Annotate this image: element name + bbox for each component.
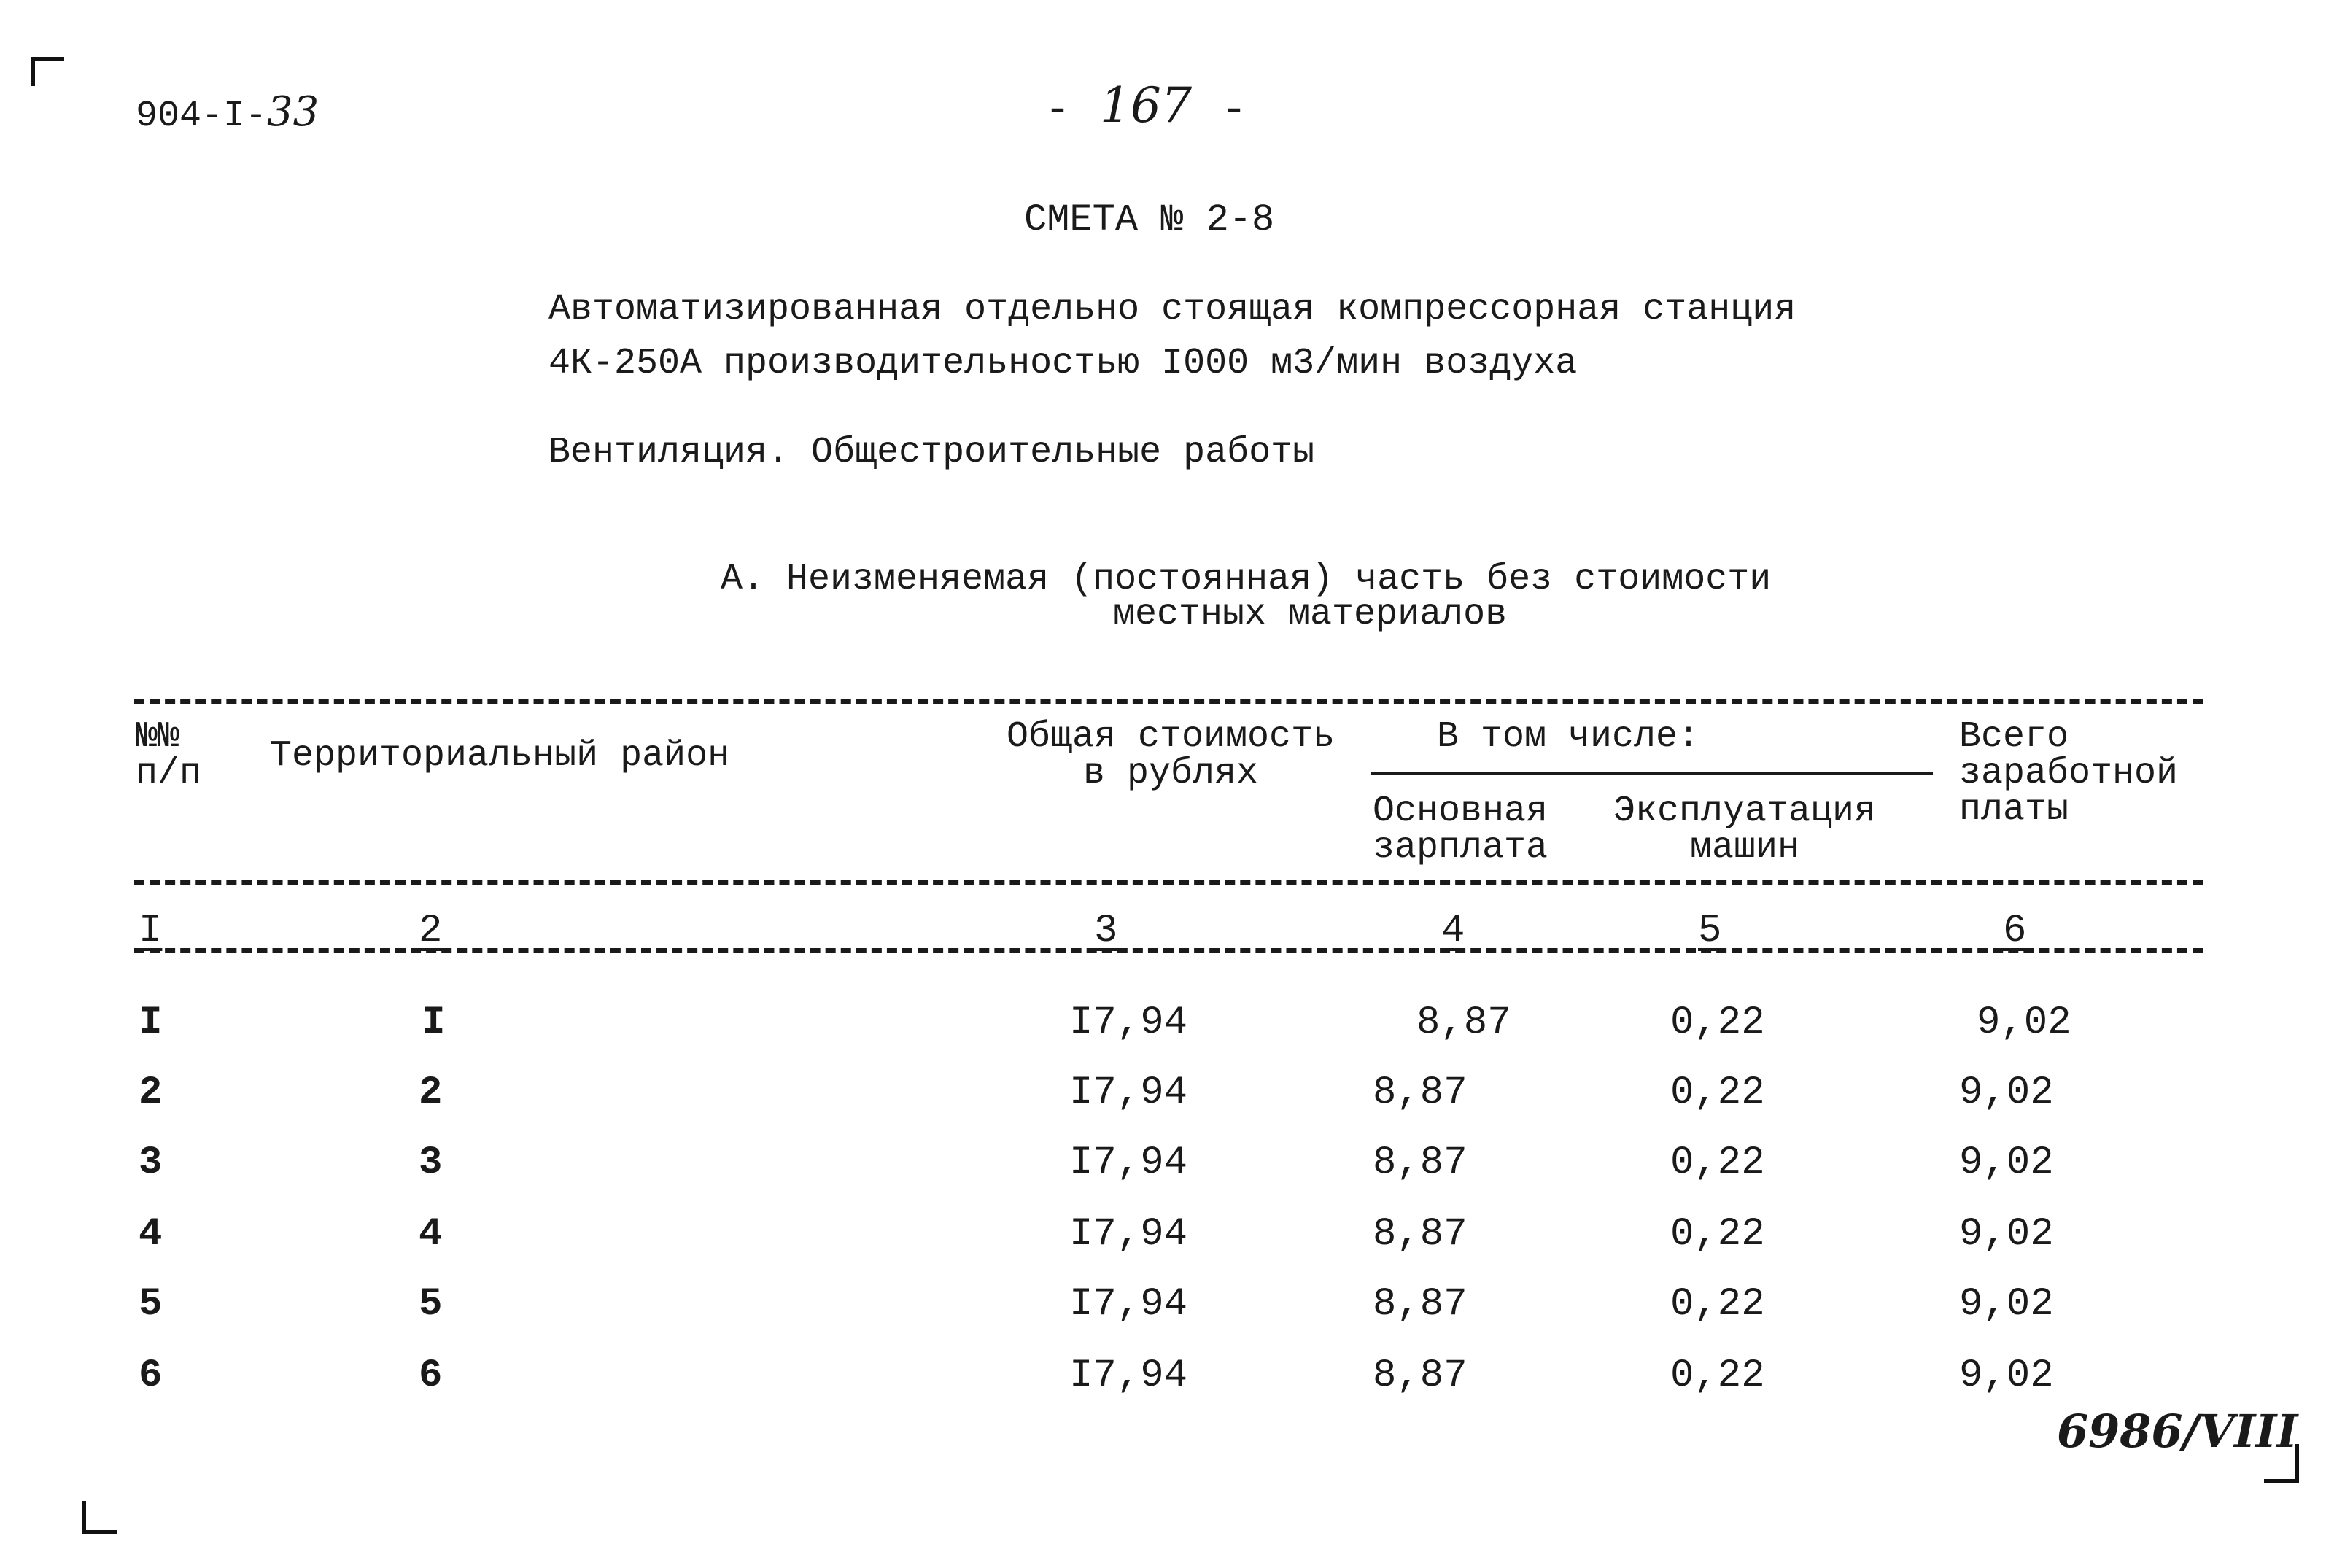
column-number-1: I <box>139 909 163 953</box>
header-num-line2: п/п <box>136 753 202 794</box>
row-total: I7,94 <box>1069 1001 1188 1045</box>
row-num: 2 <box>139 1071 163 1115</box>
column-number-3: 3 <box>1094 909 1118 953</box>
row-num: 4 <box>139 1212 163 1257</box>
header-wages <box>1959 716 2179 831</box>
header-wages-line2: заработной <box>1959 753 2179 794</box>
header-machines-line1: Эксплуатация <box>1613 791 1877 832</box>
row-wages: 9,02 <box>1959 1141 2054 1185</box>
row-salary: 8,87 <box>1373 1141 1468 1185</box>
row-wages: 9,02 <box>1959 1071 2054 1115</box>
header-num <box>136 716 202 794</box>
row-total: I7,94 <box>1069 1071 1188 1115</box>
column-number-2: 2 <box>419 909 443 953</box>
row-salary: 8,87 <box>1373 1354 1468 1398</box>
subject-line-1: Автоматизированная отдельно стоящая компрессорная станция <box>548 289 1796 330</box>
including-rule <box>1371 772 1933 775</box>
row-salary: 8,87 <box>1373 1071 1468 1115</box>
archive-number: 6986/VIII <box>2057 1405 2298 1458</box>
header-wages-line1: Всего <box>1959 716 2069 758</box>
column-number-4: 4 <box>1441 909 1465 953</box>
estimate-title: СМЕТА № 2-8 <box>1024 198 1275 241</box>
row-wages: 9,02 <box>1959 1282 2054 1327</box>
row-num: 3 <box>139 1141 163 1185</box>
row-machines: 0,22 <box>1670 1212 1765 1257</box>
row-total: I7,94 <box>1069 1141 1188 1185</box>
row-num: 6 <box>139 1354 163 1398</box>
row-salary: 8,87 <box>1373 1282 1468 1327</box>
column-number-6: 6 <box>2003 909 2027 953</box>
page-number-value: 167 <box>1100 77 1192 133</box>
section-title: Вентиляция. Общестроительные работы <box>548 432 1315 473</box>
header-including: В том числе: <box>1437 716 1700 758</box>
page-number <box>1044 77 1248 136</box>
corner-mark-top-left <box>31 57 64 86</box>
row-salary: 8,87 <box>1416 1001 1511 1045</box>
row-wages: 9,02 <box>1959 1212 2054 1257</box>
page-number-dash-left: - <box>1044 86 1071 136</box>
row-region: 3 <box>419 1141 443 1185</box>
document-code-prefix: 904-I- <box>136 96 268 137</box>
row-num: 5 <box>139 1282 163 1327</box>
row-region: 6 <box>419 1354 443 1398</box>
header-region: Территориальный район <box>270 735 730 777</box>
document-code <box>136 88 319 137</box>
header-num-line1: №№ <box>136 716 180 758</box>
table-top-rule <box>134 699 2203 704</box>
row-machines: 0,22 <box>1670 1001 1765 1045</box>
header-wages-line3: платы <box>1959 789 2069 831</box>
row-region: 2 <box>419 1071 443 1115</box>
row-num: I <box>139 1001 163 1045</box>
header-total <box>1007 716 1335 794</box>
header-total-line1: Общая стоимость <box>1007 716 1335 758</box>
row-machines: 0,22 <box>1670 1141 1765 1185</box>
corner-mark-bottom-left <box>82 1501 117 1534</box>
header-machines <box>1613 791 1877 869</box>
header-bottom-rule <box>134 880 2203 885</box>
column-numbers-rule <box>134 948 2203 953</box>
row-wages: 9,02 <box>1977 1001 2071 1045</box>
header-salary-line1: Основная <box>1373 791 1548 832</box>
row-wages: 9,02 <box>1959 1354 2054 1398</box>
subject-line-2: 4К-250А производительностью I000 м3/мин воздуха <box>548 343 1578 384</box>
row-region: 5 <box>419 1282 443 1327</box>
row-machines: 0,22 <box>1670 1071 1765 1115</box>
header-total-line2: в рублях <box>1083 753 1259 794</box>
row-region: I <box>422 1001 446 1045</box>
header-salary-line2: зарплата <box>1373 827 1548 869</box>
row-total: I7,94 <box>1069 1282 1188 1327</box>
row-machines: 0,22 <box>1670 1354 1765 1398</box>
row-region: 4 <box>419 1212 443 1257</box>
column-number-5: 5 <box>1698 909 1722 953</box>
row-machines: 0,22 <box>1670 1282 1765 1327</box>
header-machines-line2: машин <box>1690 827 1800 869</box>
row-total: I7,94 <box>1069 1354 1188 1398</box>
row-salary: 8,87 <box>1373 1212 1468 1257</box>
header-salary <box>1373 791 1548 869</box>
row-total: I7,94 <box>1069 1212 1188 1257</box>
document-code-handwritten: 33 <box>267 88 319 136</box>
page-number-dash-right: - <box>1221 86 1248 136</box>
part-title-line-2: местных материалов <box>1113 594 1508 635</box>
part-title-line-1: А. Неизменяемая (постоянная) часть без стоимости <box>721 559 1772 600</box>
